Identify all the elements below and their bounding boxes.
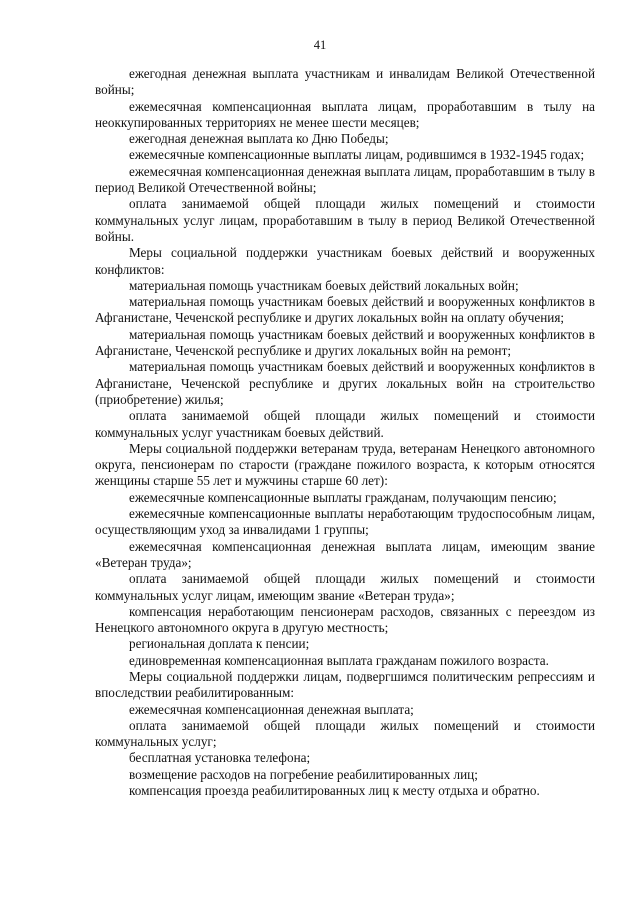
paragraph: Меры социальной поддержки ветеранам труда, ветеранам Ненецкого автономного округа, пенсионерам по старости (граждане пожилого возраста, к которым относятся женщины старше 55 лет и мужчины старше 60 лет): — [95, 440, 595, 489]
document-body — [95, 66, 595, 799]
paragraph: региональная доплата к пенсии; — [129, 636, 310, 652]
paragraph: ежемесячная компенсационная денежная выплата; — [129, 701, 414, 717]
paragraph: оплата занимаемой общей площади жилых помещений и стоимости коммунальных услуг лицам, имеющим звание «Ветеран труда»; — [95, 571, 595, 603]
paragraph: компенсация неработающим пенсионерам расходов, связанных с переездом из Ненецкого автономного округа в другую местность; — [95, 603, 595, 636]
paragraph: материальная помощь участникам боевых действий и вооруженных конфликтов в Афганистане, Чеченской республике и других локальных войн на оплату обучения; — [95, 294, 595, 326]
paragraph: единовременная компенсационная выплата гражданам пожилого возраста. — [129, 652, 549, 668]
paragraph: ежегодная денежная выплата участникам и инвалидам Великой Отечественной войны; — [95, 66, 595, 98]
paragraph: оплата занимаемой общей площади жилых помещений и стоимости коммунальных услуг участникам боевых действий. — [95, 408, 595, 440]
paragraph: ежемесячные компенсационные выплаты лицам, родившимся в 1932-1945 годах; — [129, 147, 585, 163]
paragraph: оплата занимаемой общей площади жилых помещений и стоимости коммунальных услуг лицам, проработавшим в тылу в период Великой Отечественной войны. — [95, 196, 595, 244]
page-number: 41 — [313, 38, 327, 52]
paragraph: Меры социальной поддержки лицам, подвергшимся политическим репрессиям и впоследствии реабилитированным: — [95, 668, 595, 701]
paragraph: ежемесячные компенсационные выплаты неработающим трудоспособным лицам, осуществляющим уход за инвалидами 1 группы; — [95, 506, 595, 538]
paragraph: ежемесячная компенсационная выплата лицам, проработавшим в тылу на неоккупированных территориях не менее шести месяцев; — [95, 98, 595, 130]
paragraph: ежемесячная компенсационная денежная выплата лицам, проработавшим в тылу в период Великой Отечественной войны; — [95, 163, 595, 196]
paragraph: ежегодная денежная выплата ко Дню Победы; — [129, 131, 389, 147]
paragraph: Меры социальной поддержки участникам боевых действий и вооруженных конфликтов: — [95, 245, 595, 277]
paragraph: ежемесячная компенсационная денежная выплата лицам, имеющим звание «Ветеран труда»; — [95, 538, 595, 570]
paragraph: компенсация проезда реабилитированных лиц к месту отдыха и обратно. — [129, 783, 540, 799]
paragraph: материальная помощь участникам боевых действий и вооруженных конфликтов в Афганистане, Чеченской республике и других локальных войн на ремонт; — [95, 326, 595, 359]
paragraph: оплата занимаемой общей площади жилых помещений и стоимости коммунальных услуг; — [95, 717, 595, 750]
paragraph: материальная помощь участникам боевых действий локальных войн; — [129, 277, 519, 293]
paragraph: ежемесячные компенсационные выплаты гражданам, получающим пенсию; — [129, 489, 557, 505]
paragraph: возмещение расходов на погребение реабилитированных лиц; — [129, 766, 478, 782]
paragraph: бесплатная установка телефона; — [129, 750, 311, 766]
paragraph: материальная помощь участникам боевых действий и вооруженных конфликтов в Афганистане, Чеченской республике и других локальных войн на строительство (приобретение) жилья; — [95, 359, 595, 407]
